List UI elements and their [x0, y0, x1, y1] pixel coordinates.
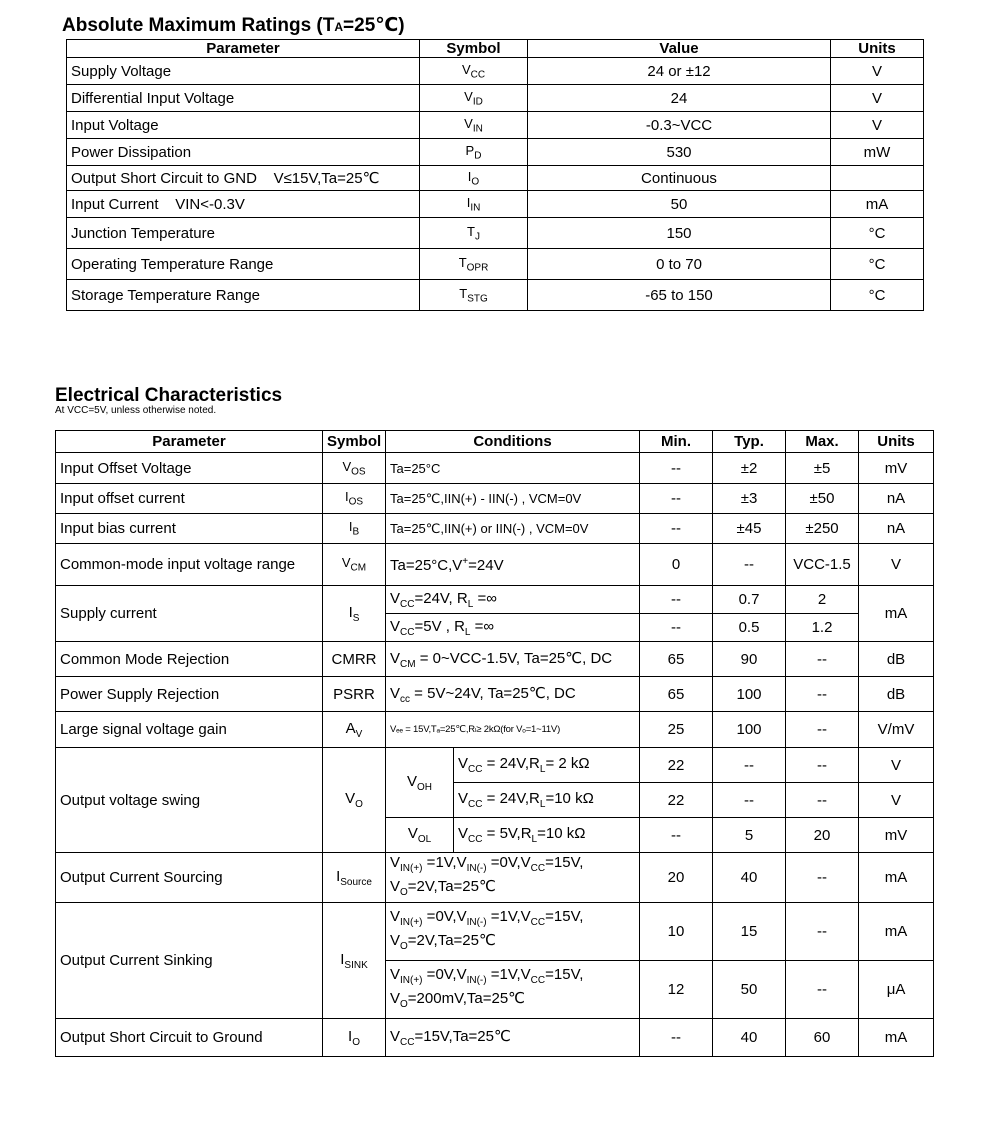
- ec-conditions: [386, 853, 640, 903]
- ec-max: --: [786, 853, 859, 903]
- ec-max: ±5: [786, 453, 859, 484]
- ec-typ: --: [713, 544, 786, 586]
- ec-symbol: PSRR: [323, 677, 386, 712]
- ec-typ: --: [713, 748, 786, 783]
- ec-row-current-sourcing: [56, 853, 934, 903]
- ec-cond-line: $V_O=2V,Ta=25℃$: [390, 931, 496, 952]
- ec-vol: $V_{OL}$: [386, 818, 454, 853]
- ec-unit: V/mV: [859, 712, 934, 748]
- abs-row: [67, 58, 924, 85]
- ec-min: --: [640, 1019, 713, 1057]
- ec-unit: V: [859, 783, 934, 818]
- ec-param: Supply current: [56, 586, 323, 642]
- ec-typ: 40: [713, 853, 786, 903]
- ec-max: VCC-1.5: [786, 544, 859, 586]
- ec-symbol: $V_{CM}$: [323, 544, 386, 586]
- ec-typ: ±2: [713, 453, 786, 484]
- abs-value: 50: [528, 191, 831, 218]
- abs-row: [67, 249, 924, 280]
- abs-symbol: $V_{IN}$: [420, 112, 528, 139]
- ec-max: 20: [786, 818, 859, 853]
- ec-symbol: $I_S$: [323, 586, 386, 642]
- ec-conditions: $V_{CC}=24V$, $R_L$ =∞: [386, 586, 640, 614]
- ec-min: --: [640, 818, 713, 853]
- ec-typ: --: [713, 783, 786, 818]
- abs-unit: mW: [831, 139, 924, 166]
- ec-row-cmrr: [56, 642, 934, 677]
- ec-min: --: [640, 484, 713, 514]
- ec-header-parameter: Parameter: [56, 431, 323, 453]
- abs-row: [67, 85, 924, 112]
- ec-conditions: Ta=25°C,V+=24V: [386, 544, 640, 586]
- ec-unit: nA: [859, 484, 934, 514]
- ec-unit: mA: [859, 903, 934, 961]
- ec-row-short-circuit: [56, 1019, 934, 1057]
- ec-min: 25: [640, 712, 713, 748]
- ec-symbol: $A_V$: [323, 712, 386, 748]
- ec-unit: mA: [859, 1019, 934, 1057]
- ec-typ: 100: [713, 677, 786, 712]
- ec-unit: V: [859, 544, 934, 586]
- ec-min: 65: [640, 642, 713, 677]
- abs-header-symbol: Symbol: [420, 40, 528, 58]
- abs-row: [67, 139, 924, 166]
- ec-conditions: $V_{CC} = 24V,R_L=10$ kΩ: [454, 783, 640, 818]
- abs-header-row: [67, 40, 924, 58]
- ec-cond-line: $V_{IN(+)} =0V,V_{IN(-)} =1V,V_{CC}=15V$,: [390, 907, 584, 928]
- ec-cond-line: $V_O=200mV,Ta=25℃$: [390, 989, 526, 1010]
- ec-max: 1.2: [786, 614, 859, 642]
- ec-conditions: $V_{CC}=15V,Ta=25℃$: [386, 1019, 640, 1057]
- abs-symbol: $V_{CC}$: [420, 58, 528, 85]
- ec-header-typ: Typ.: [713, 431, 786, 453]
- ec-row-bias-current: [56, 514, 934, 544]
- abs-title: Absolute Maximum Ratings (TA=25℃): [62, 15, 405, 36]
- ec-table: [55, 430, 934, 1057]
- abs-unit: °C: [831, 280, 924, 311]
- ec-row-voltage-gain: [56, 712, 934, 748]
- ec-param: Input bias current: [56, 514, 323, 544]
- ec-cond-line: $V_O=2V,Ta=25℃$: [390, 877, 496, 898]
- abs-symbol: $I_{IN}$: [420, 191, 528, 218]
- ec-row-offset-current: [56, 484, 934, 514]
- ec-unit: mA: [859, 853, 934, 903]
- ec-conditions: $V_{CC} = 24V,R_L= 2$ kΩ: [454, 748, 640, 783]
- abs-unit: °C: [831, 249, 924, 280]
- ec-max: --: [786, 748, 859, 783]
- ec-max: --: [786, 642, 859, 677]
- abs-table: [66, 39, 924, 311]
- ec-symbol: $V_{OS}$: [323, 453, 386, 484]
- abs-value: 150: [528, 218, 831, 249]
- ec-min: 12: [640, 961, 713, 1019]
- ec-header-conditions: Conditions: [386, 431, 640, 453]
- ec-unit: dB: [859, 677, 934, 712]
- ec-row-psrr: [56, 677, 934, 712]
- ec-unit: mA: [859, 586, 934, 642]
- ec-param: Output Current Sourcing: [56, 853, 323, 903]
- ec-header-units: Units: [859, 431, 934, 453]
- ec-cond-line: $V_{IN(+)} =0V,V_{IN(-)} =1V,V_{CC}=15V$,: [390, 965, 584, 986]
- ec-param: Output voltage swing: [56, 748, 323, 853]
- ec-param: Large signal voltage gain: [56, 712, 323, 748]
- ec-row-output-swing-a: [56, 748, 934, 783]
- abs-value: -65 to 150: [528, 280, 831, 311]
- ec-max: --: [786, 712, 859, 748]
- ec-conditions: Vₑₑ = 15V,Tₐ=25℃,Rₗ≥ 2kΩ(for Vₒ=1~11V): [386, 712, 640, 748]
- ec-conditions: Ta=25℃,IIN(+) - IIN(-) , VCM=0V: [386, 484, 640, 514]
- ec-conditions: [386, 903, 640, 961]
- ec-symbol: $I_{Source}$: [323, 853, 386, 903]
- ec-symbol: $I_B$: [323, 514, 386, 544]
- ec-typ: 40: [713, 1019, 786, 1057]
- ec-min: 10: [640, 903, 713, 961]
- abs-header-units: Units: [831, 40, 924, 58]
- ec-min: 20: [640, 853, 713, 903]
- ec-header-min: Min.: [640, 431, 713, 453]
- abs-param: Input Voltage: [67, 112, 420, 139]
- abs-header-value: Value: [528, 40, 831, 58]
- ec-row-supply-current: [56, 586, 934, 614]
- abs-param: Operating Temperature Range: [67, 249, 420, 280]
- ec-title: Electrical Characteristics: [55, 385, 283, 406]
- ec-unit: mV: [859, 818, 934, 853]
- ec-param: Output Short Circuit to Ground: [56, 1019, 323, 1057]
- ec-row-current-sinking-a: [56, 903, 934, 961]
- ec-unit: dB: [859, 642, 934, 677]
- ec-header-max: Max.: [786, 431, 859, 453]
- ec-typ: 5: [713, 818, 786, 853]
- ec-max: --: [786, 961, 859, 1019]
- ec-symbol: $I_O$: [323, 1019, 386, 1057]
- ec-typ: ±3: [713, 484, 786, 514]
- ec-min: 65: [640, 677, 713, 712]
- abs-unit: [831, 166, 924, 191]
- abs-unit: °C: [831, 218, 924, 249]
- abs-row: [67, 280, 924, 311]
- ec-conditions: [386, 961, 640, 1019]
- ec-row-common-mode-range: [56, 544, 934, 586]
- ec-max: 60: [786, 1019, 859, 1057]
- ec-min: 22: [640, 748, 713, 783]
- abs-param: Junction Temperature: [67, 218, 420, 249]
- abs-unit: mA: [831, 191, 924, 218]
- ec-conditions: $V_{CC}=5V$ , $R_L$ =∞: [386, 614, 640, 642]
- ec-typ: 100: [713, 712, 786, 748]
- ec-unit: nA: [859, 514, 934, 544]
- ec-typ: 15: [713, 903, 786, 961]
- ec-unit: V: [859, 748, 934, 783]
- ec-param: Output Current Sinking: [56, 903, 323, 1019]
- abs-symbol: $V_{ID}$: [420, 85, 528, 112]
- abs-symbol: $I_O$: [420, 166, 528, 191]
- ec-typ: 0.7: [713, 586, 786, 614]
- ec-symbol: $I_{SINK}$: [323, 903, 386, 1019]
- ec-min: 22: [640, 783, 713, 818]
- ec-max: ±250: [786, 514, 859, 544]
- ec-min: --: [640, 453, 713, 484]
- ec-conditions: Ta=25℃,IIN(+) or IIN(-) , VCM=0V: [386, 514, 640, 544]
- abs-param: Power Dissipation: [67, 139, 420, 166]
- abs-value: 530: [528, 139, 831, 166]
- abs-symbol: $T_J$: [420, 218, 528, 249]
- abs-unit: V: [831, 58, 924, 85]
- abs-row: [67, 112, 924, 139]
- ec-min: --: [640, 514, 713, 544]
- ec-cond-line: $V_{IN(+)} =1V,V_{IN(-)} =0V,V_{CC}=15V$,: [390, 853, 584, 874]
- ec-header-symbol: Symbol: [323, 431, 386, 453]
- ec-row-offset-voltage: [56, 453, 934, 484]
- abs-row: [67, 166, 924, 191]
- ec-param: Input offset current: [56, 484, 323, 514]
- ec-min: 0: [640, 544, 713, 586]
- ec-max: --: [786, 903, 859, 961]
- ec-note: At VCC=5V, unless otherwise noted.: [55, 405, 217, 416]
- ec-typ: 0.5: [713, 614, 786, 642]
- abs-value: -0.3~VCC: [528, 112, 831, 139]
- ec-max: --: [786, 783, 859, 818]
- ec-max: --: [786, 677, 859, 712]
- abs-symbol: $P_D$: [420, 139, 528, 166]
- ec-param: Common Mode Rejection: [56, 642, 323, 677]
- ec-header-row: [56, 431, 934, 453]
- ec-conditions: $V_{CC} = 5V,R_L=10$ kΩ: [454, 818, 640, 853]
- abs-param: Differential Input Voltage: [67, 85, 420, 112]
- abs-value: 0 to 70: [528, 249, 831, 280]
- abs-param: Storage Temperature Range: [67, 280, 420, 311]
- ec-param: Power Supply Rejection: [56, 677, 323, 712]
- ec-unit: mV: [859, 453, 934, 484]
- ec-param: Input Offset Voltage: [56, 453, 323, 484]
- abs-value: 24: [528, 85, 831, 112]
- abs-unit: V: [831, 112, 924, 139]
- ec-symbol: $V_O$: [323, 748, 386, 853]
- abs-symbol: $T_{OPR}$: [420, 249, 528, 280]
- ec-typ: 90: [713, 642, 786, 677]
- ec-max: 2: [786, 586, 859, 614]
- abs-unit: V: [831, 85, 924, 112]
- ec-conditions: Ta=25°C: [386, 453, 640, 484]
- abs-header-parameter: Parameter: [67, 40, 420, 58]
- abs-value: 24 or ±12: [528, 58, 831, 85]
- ec-voh: $V_{OH}$: [386, 748, 454, 818]
- abs-param: Supply Voltage: [67, 58, 420, 85]
- ec-typ: 50: [713, 961, 786, 1019]
- abs-param: Input Current VIN<-0.3V: [67, 191, 420, 218]
- abs-row: [67, 218, 924, 249]
- ec-typ: ±45: [713, 514, 786, 544]
- ec-conditions: $V_{CM}$ = 0~VCC-1.5V, Ta=25℃, DC: [386, 642, 640, 677]
- ec-symbol: $I_{OS}$: [323, 484, 386, 514]
- abs-value: Continuous: [528, 166, 831, 191]
- ec-max: ±50: [786, 484, 859, 514]
- abs-symbol: $T_{STG}$: [420, 280, 528, 311]
- abs-param: Output Short Circuit to GND V≤15V,Ta=25℃: [67, 166, 420, 191]
- ec-symbol: CMRR: [323, 642, 386, 677]
- ec-unit: μA: [859, 961, 934, 1019]
- abs-row: [67, 191, 924, 218]
- ec-min: --: [640, 586, 713, 614]
- ec-conditions: $V_{cc}$ = 5V~24V, Ta=25℃, DC: [386, 677, 640, 712]
- ec-param: Common-mode input voltage range: [56, 544, 323, 586]
- ec-min: --: [640, 614, 713, 642]
